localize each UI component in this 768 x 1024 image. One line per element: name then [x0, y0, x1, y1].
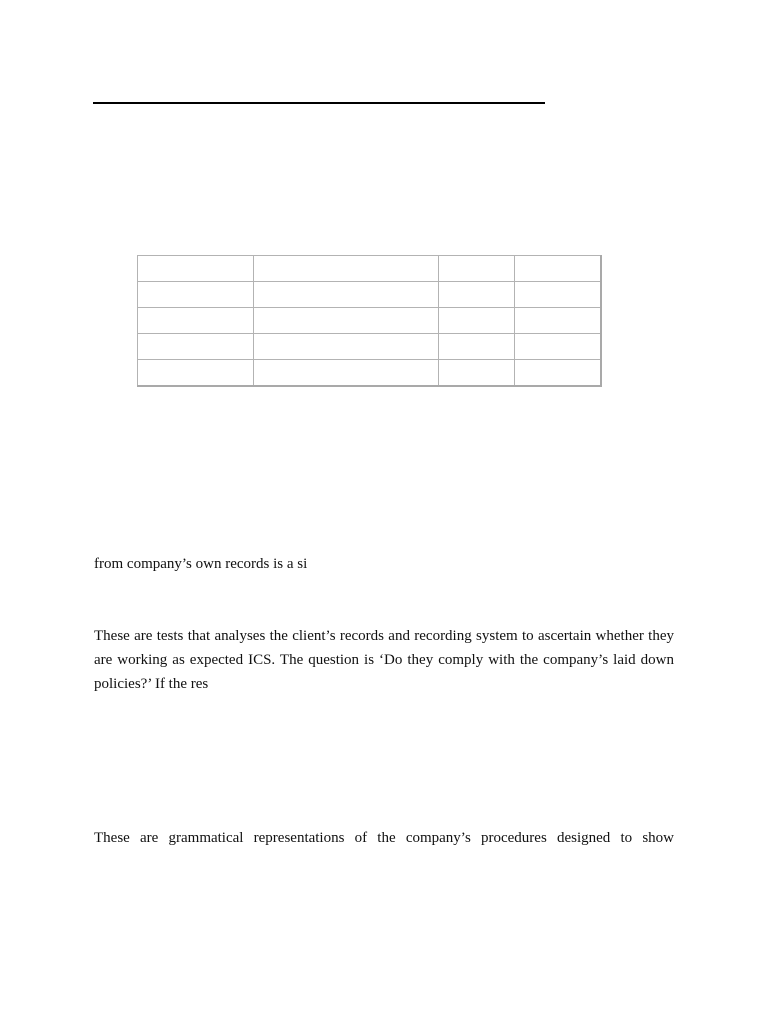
table-cell [439, 334, 515, 360]
paragraph-line: These are tests that analyses the client’s records and recording system to ascertain whether they [94, 628, 674, 644]
table-cell [254, 334, 439, 360]
paragraph-compliance-tests [94, 624, 674, 696]
paragraph-flowcharts [94, 826, 674, 850]
empty-grid-table [137, 255, 602, 387]
table-cell [254, 256, 439, 282]
table-cell [138, 308, 254, 334]
table-cell [138, 282, 254, 308]
table-cell [515, 256, 602, 282]
table-cell [515, 282, 602, 308]
table-cell [138, 334, 254, 360]
table-row [138, 282, 602, 308]
paragraph-line: policies?’ If the res [94, 676, 209, 692]
table-cell [439, 360, 515, 387]
paragraph-records [94, 552, 674, 576]
table-row [138, 308, 602, 334]
paragraph-line: are working as expected ICS. The question is ‘Do they comply with the company’s laid down [94, 652, 674, 668]
paragraph-line: from company’s own records is a si [94, 556, 308, 572]
table-cell [254, 308, 439, 334]
table-cell [138, 360, 254, 387]
table-cell [515, 308, 602, 334]
table-cell [439, 308, 515, 334]
table-cell [254, 282, 439, 308]
heading-underline-rule [93, 102, 545, 104]
table-row [138, 256, 602, 282]
table-cell [439, 282, 515, 308]
table-cell [515, 360, 602, 387]
table-cell [138, 256, 254, 282]
table-cell [439, 256, 515, 282]
table-cell [254, 360, 439, 387]
table-cell [515, 334, 602, 360]
table-row [138, 360, 602, 387]
paragraph-line: These are grammatical representations of the company’s procedures designed to show [94, 830, 674, 846]
table-row [138, 334, 602, 360]
